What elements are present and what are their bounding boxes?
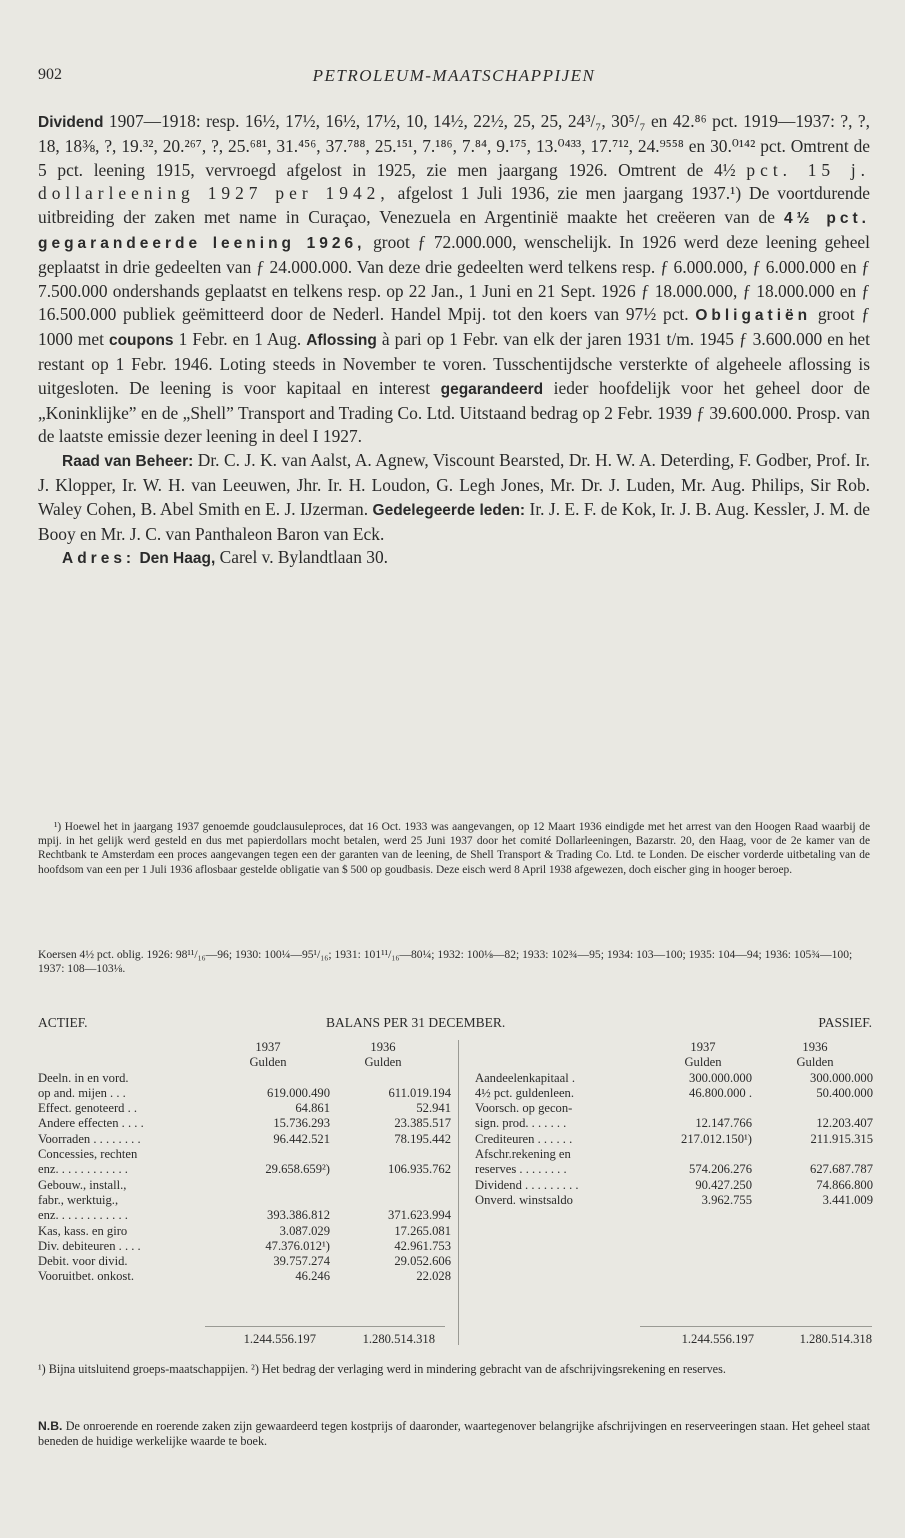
actief-row <box>38 1162 453 1177</box>
row-label: Kas, kass. en giro <box>38 1223 128 1238</box>
value-1937: 619.000.490 <box>267 1085 330 1100</box>
row-label: sign. prod. . . . . . . <box>475 1116 567 1131</box>
actief-row <box>38 1208 453 1223</box>
dividend-text: 1907—1918: resp. 16½, 17½, 16½, 17½, 10, 14½, 22½, 25, 25, 24³/₇, 30⁵/₇ en 42.⁸⁶ pct. 1919—1937: ?, ?, 18, 18⅜, ?, 19.³², 20.²⁶⁷, ?, 25.⁶⁸¹, 31.⁴⁵⁶, 37.⁷⁸⁸, 25.¹⁵¹, 7.¹⁸⁶, 7.⁸⁴, 9.¹⁷⁵, 13.⁰⁴³³, 17.⁷¹², 24.⁹⁵⁵⁸ en 30.⁰¹⁴² pct. Omtrent de 5 pct. leening 1915, vervroegd afgelost in 1925, zie men jaargang 1926. Omtrent de 4½ <box>38 111 870 180</box>
value-1937: 3.087.029 <box>279 1223 330 1238</box>
passief-row <box>475 1178 873 1193</box>
value-1937: 574.206.276 <box>689 1162 752 1177</box>
value-1936: 22.028 <box>416 1269 451 1284</box>
aflossing-text: à pari op 1 Febr. van elk der jaren 1931 t/m. 1945 ƒ 3.600.000 en het restant op 1 Febr. 1946. Loting steeds in November te voren. Tusschentijdsche versterkte of algeheele aflossing is uitgesloten. De leening is voor kapitaal en interest <box>38 329 870 398</box>
value-1937: 300.000.000 <box>689 1070 752 1085</box>
running-title: PETROLEUM-MAATSCHAPPIJEN <box>312 66 596 85</box>
value-1936: 371.623.994 <box>388 1208 451 1223</box>
value-1936: 12.203.407 <box>816 1116 873 1131</box>
currency-header: Gulden <box>364 1055 402 1070</box>
value-1936: 23.385.517 <box>394 1116 451 1131</box>
row-label: Effect. genoteerd . . <box>38 1101 138 1116</box>
value-1937: 46.246 <box>295 1269 330 1284</box>
value-1937: 393.386.812 <box>267 1208 330 1223</box>
year-header: 1936 <box>802 1040 828 1054</box>
row-label: Dividend . . . . . . . . . <box>475 1177 579 1192</box>
dollar-loan-spaced: pct. 15 j. dollarleening 1927 per 1942, <box>38 159 870 204</box>
value-1936: 611.019.194 <box>388 1085 451 1100</box>
actief-row <box>38 1224 453 1239</box>
actief-row <box>38 1086 453 1101</box>
row-label: Crediteuren . . . . . . <box>475 1131 573 1146</box>
passief-row <box>475 1162 873 1177</box>
value-1937: 96.442.521 <box>273 1131 330 1146</box>
row-label: Afschr.rekening en <box>475 1147 571 1162</box>
row-label: Voorsch. op gecon- <box>475 1101 573 1116</box>
passief-row <box>475 1071 873 1086</box>
gedelegeerde-text: Ir. J. E. F. de Kok, Ir. J. B. Aug. Kessler, J. M. de Booy en Mr. J. C. van Panthaleon Baron van Eck. <box>38 498 871 544</box>
gedelegeerde-label: Gedelegeerde leden: <box>372 501 526 519</box>
value-1937: 12.147.766 <box>695 1116 752 1131</box>
actief-row <box>38 1254 453 1269</box>
row-label: Andere effecten . . . . <box>38 1116 144 1131</box>
adres-paragraph <box>38 546 870 571</box>
year-header: 1936 <box>370 1040 396 1054</box>
balance-title: BALANS PER 31 DECEMBER. <box>326 1015 506 1030</box>
actief-row <box>38 1193 453 1208</box>
actief-total-rule <box>205 1326 445 1327</box>
passief-total-1937: 1.244.556.197 <box>681 1332 754 1346</box>
value-1936: 627.687.787 <box>810 1162 873 1177</box>
nb-text: De onroerende en roerende zaken zijn gewaardeerd tegen kostprijs of daaronder, waartegenover belangrijke afschrijvingen en reserveeringen staan. Het geheel staat beneden de huidige werkelijke waarde te boek. <box>38 1419 870 1449</box>
passief-title: PASSIEF. <box>818 1015 872 1030</box>
gegarandeerd-label: gegarandeerd <box>440 380 544 398</box>
adres-street: Carel v. Bylandtlaan 30. <box>215 547 389 568</box>
row-label: Concessies, rechten <box>38 1147 138 1162</box>
coupons-label: coupons <box>108 332 174 350</box>
currency-header: Gulden <box>249 1055 287 1070</box>
row-label: Div. debiteuren . . . . <box>38 1238 141 1253</box>
passief-row <box>475 1116 873 1131</box>
row-label: enz. . . . . . . . . . . . <box>38 1162 128 1177</box>
row-label: Voorraden . . . . . . . . <box>38 1131 141 1146</box>
passief-currency-row <box>475 1055 873 1070</box>
passief-row <box>475 1086 873 1101</box>
actief-year-row <box>38 1040 453 1055</box>
actief-currency-row <box>38 1055 453 1070</box>
row-label: enz. . . . . . . . . . . . <box>38 1208 128 1223</box>
passief-total-rule <box>640 1326 872 1327</box>
nb-note <box>38 1419 870 1449</box>
adres-label: Adres: <box>62 550 136 568</box>
dividend-after: afgelost 1 Juli 1936, zie men jaargang 1937.¹) De voortdurende uitbreiding der zaken met name in Curaçao, Venezuela en Argentinië maakte het creëeren van de <box>38 183 870 228</box>
raad-text: Dr. C. J. K. van Aalst, A. Agnew, Viscount Bearsted, Dr. H. W. A. Deterding, F. Godber, Prof. Ir. J. Klopper, Ir. W. H. van Leeuwen, Jhr. Ir. H. Loudon, G. Legh Jones, Mr. Dr. J. Luden, Mr. Aug. Philips, Sir Rob. Waley Cohen, B. Abel Smith en E. J. IJzerman. <box>38 450 870 519</box>
value-1936: 50.400.000 <box>816 1085 873 1100</box>
actief-row <box>38 1269 453 1284</box>
value-1937: 46.800.000 . <box>689 1085 752 1100</box>
actief-row <box>38 1239 453 1254</box>
currency-header: Gulden <box>796 1055 834 1070</box>
value-1937: 3.962.755 <box>701 1192 752 1207</box>
year-header: 1937 <box>255 1040 281 1054</box>
value-1936: 78.195.442 <box>394 1131 451 1146</box>
value-1936: 3.441.009 <box>822 1192 873 1207</box>
dividend-tail: ieder hoofdelijk voor het geheel door de „Koninklijke” en de „Shell” Transport and Trading Co. Ltd. Uitstaand bedrag op 2 Febr. 1939 ƒ 39.600.000. Prosp. van de laatste emissie dezer leening in deel I 1927. <box>38 377 870 447</box>
page-header <box>38 66 870 90</box>
row-label: Onverd. winstsaldo <box>475 1192 573 1207</box>
value-1937: 64.861 <box>295 1101 330 1116</box>
footnote-1: ¹) Hoewel het in jaargang 1937 genoemde goudclausuleproces, dat 16 Oct. 1933 was aangevangen, op 12 Maart 1936 eindigde met het arrest van den Hoogen Raad waarbij de mpij. in het gelijk werd gesteld en dus met papierdollars mocht betalen, werd 25 Juni 1937 door het comité Dollarleeningen, Bazarstr. 20, den Haag, voor de 2e kamer van de Rechtbank te Amsterdam een proces aangevangen tegen een der garanten van de leening, de Shell Transport & Trading Co. Ltd. te Londen. De eischer vorderde uitbetaling van de hoofdsom van een per 1 Juli 1936 aflosbaar gestelde obligatie van $ 500 op goudbasis. Deze eisch werd 8 April 1938 afgewezen, doch eischer ging in hooger beroep. <box>38 821 870 876</box>
value-1936: 17.265.081 <box>394 1223 451 1238</box>
passief-year-row <box>475 1040 873 1055</box>
row-label: Gebouw., install., <box>38 1177 127 1192</box>
dividend-label: Dividend <box>38 114 104 131</box>
value-1936: 42.961.753 <box>394 1238 451 1253</box>
passief-row <box>475 1147 873 1162</box>
row-label: op and. mijen . . . <box>38 1085 126 1100</box>
value-1936: 106.935.762 <box>388 1162 451 1177</box>
passief-table <box>475 1040 873 1208</box>
value-1936: 29.052.606 <box>394 1254 451 1269</box>
dividend-paragraph <box>38 110 870 449</box>
guaranteed-loan-spaced: 4½ pct. gegarandeerde leening 1926, <box>38 210 870 252</box>
row-label: Vooruitbet. onkost. <box>38 1269 134 1284</box>
raad-paragraph <box>38 449 870 546</box>
actief-row <box>38 1178 453 1193</box>
actief-row <box>38 1116 453 1131</box>
value-1936: 300.000.000 <box>810 1070 873 1085</box>
row-label: 4½ pct. guldenleen. <box>475 1085 574 1100</box>
actief-title: ACTIEF. <box>38 1015 88 1030</box>
balance-header <box>38 1015 872 1035</box>
adres-city: Den Haag, <box>139 550 216 568</box>
koersen-line: Koersen 4½ pct. oblig. 1926: 98¹¹/₁₆—96; 1930: 100¼—95¹/₁₆; 1931: 101¹¹/₁₆—80¼; 1932: 100⅛—82; 1933: 102¾—95; 1934: 103—100; 1935: 104—94; 1936: 105¾—100; 1937: 108—103⅛. <box>38 948 853 975</box>
obligatien-label: Obligatiën <box>695 307 812 325</box>
value-1937: 15.736.293 <box>273 1116 330 1131</box>
coupons-text: 1 Febr. en 1 Aug. <box>173 329 307 350</box>
actief-row <box>38 1147 453 1162</box>
passief-row <box>475 1101 873 1116</box>
passief-row <box>475 1132 873 1147</box>
currency-header: Gulden <box>684 1055 722 1070</box>
value-1936: 211.915.315 <box>810 1131 873 1146</box>
balance-footnotes: ¹) Bijna uitsluitend groeps-maatschappijen. ²) Het bedrag der verlaging werd in mindering gebracht van de afschrijvingsrekening en reserves. <box>38 1362 726 1376</box>
actief-row <box>38 1071 453 1086</box>
value-1937: 47.376.012¹) <box>265 1238 330 1253</box>
value-1936: 52.941 <box>416 1101 451 1116</box>
value-1936: 74.866.800 <box>816 1177 873 1192</box>
column-divider <box>458 1040 459 1345</box>
obligatien-text: groot ƒ 1000 met <box>38 304 870 350</box>
page-number: 902 <box>38 66 62 83</box>
row-label: Debit. voor divid. <box>38 1254 128 1269</box>
aflossing-label: Aflossing <box>306 332 377 350</box>
actief-row <box>38 1132 453 1147</box>
row-label: reserves . . . . . . . . <box>475 1162 567 1177</box>
year-header: 1937 <box>690 1040 716 1054</box>
actief-total-1936: 1.280.514.318 <box>362 1332 435 1346</box>
actief-total-1937: 1.244.556.197 <box>243 1332 316 1346</box>
row-label: Deeln. in en vord. <box>38 1070 129 1085</box>
nb-label: N.B. <box>38 1419 63 1433</box>
passief-row <box>475 1193 873 1208</box>
raad-label: Raad van Beheer: <box>62 453 194 471</box>
value-1937: 29.658.659²) <box>265 1162 330 1177</box>
value-1937: 217.012.150¹) <box>681 1131 752 1146</box>
row-label: fabr., werktuig., <box>38 1192 119 1207</box>
actief-table <box>38 1040 453 1285</box>
value-1937: 90.427.250 <box>695 1177 752 1192</box>
passief-total-1936: 1.280.514.318 <box>799 1332 872 1346</box>
main-text <box>38 110 870 571</box>
loan-details: groot ƒ 72.000.000, wenschelijk. In 1926 werd deze leening geheel geplaatst in drie gedeelten van ƒ 24.000.000. Van deze drie gedeelten werd telkens resp. ƒ 6.000.000, ƒ 6.000.000 en ƒ 7.500.000 ondershands geplaatst en telkens resp. op 22 Jan., 1 Juni en 21 Sept. 1926 ƒ 18.000.000, ƒ 18.000.000 en ƒ 16.500.000 publiek geëmitteerd door de Nederl. Handel Mpij. tot den koers van 97½ pct. <box>38 231 870 325</box>
actief-row <box>38 1101 453 1116</box>
value-1937: 39.757.274 <box>273 1254 330 1269</box>
row-label: Aandeelenkapitaal . <box>475 1070 575 1085</box>
